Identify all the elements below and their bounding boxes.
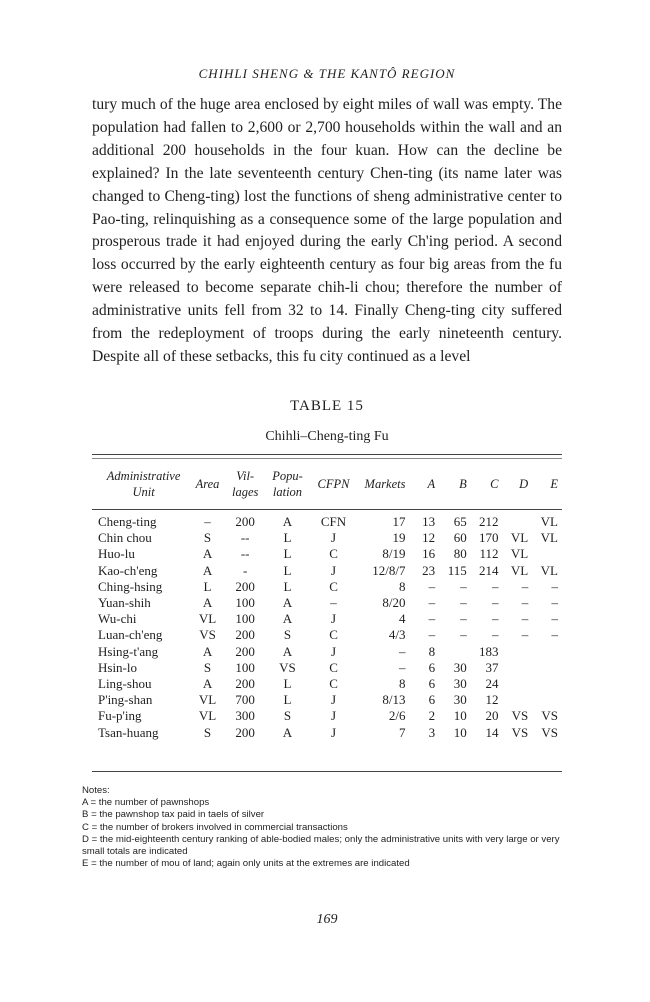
cell-d: VS xyxy=(511,708,529,724)
cell-villages: 200 xyxy=(235,675,255,691)
cell-unit: Ching-hsing xyxy=(98,578,163,594)
cell-a: 16 xyxy=(422,546,436,562)
body-paragraph: tury much of the huge area enclosed by eight miles of wall was empty. The population had fallen to 2,600 or 2,700 households within the wall and an additional 200 households in the four kuan. How can the decline be explained? In the late seventeenth century Chen-ting (its name later was changed to Cheng-ting) lost the functions of sheng administrative center to Pao-ting, relinquishing as a consequence some of the large population and prosperous trade it had enjoyed during the early Ch'ing period. A second loss occurred by the early eighteenth century as four big areas from the fu were released to become separate chih-li chou; therefore the number of administrative units fell from 32 to 14. Finally Cheng-ting city suffered from the redeployment of troops during the early nineteenth century. Despite all of these setbacks, this fu city continued as a level xyxy=(92,96,562,365)
table-row xyxy=(92,724,562,740)
cell-markets: 7 xyxy=(399,724,406,740)
cell-a: – xyxy=(428,595,436,611)
cell-e: VL xyxy=(540,530,558,546)
cell-population: L xyxy=(283,530,292,546)
table-row xyxy=(92,546,562,562)
cell-c: – xyxy=(492,595,499,611)
cell-cfpn: J xyxy=(331,724,337,740)
cell-area: A xyxy=(202,562,213,578)
cell-villages: 100 xyxy=(235,611,255,627)
cell-markets: 4 xyxy=(399,611,406,627)
cell-d: – xyxy=(521,578,529,594)
cell-area: L xyxy=(203,578,212,594)
cell-d: VL xyxy=(510,546,529,562)
cell-unit: Ling-shou xyxy=(98,675,152,691)
cell-cfpn: C xyxy=(329,675,338,691)
cell-a: 3 xyxy=(428,724,436,740)
cell-area: A xyxy=(202,675,213,691)
note-line: B = the pawnshop tax paid in taels of silver xyxy=(82,809,265,821)
cell-population: L xyxy=(283,692,292,708)
cell-d xyxy=(501,644,531,660)
cell-markets: 8 xyxy=(399,675,406,691)
cell-a: 6 xyxy=(428,692,436,708)
cell-unit: Cheng-ting xyxy=(98,514,157,530)
cell-c: 214 xyxy=(479,562,499,578)
cell-unit: Fu-p'ing xyxy=(98,708,142,724)
cell-a: – xyxy=(428,578,436,594)
cell-markets: 19 xyxy=(392,530,406,546)
cell-unit: Chin chou xyxy=(98,530,152,546)
table-header-row xyxy=(92,460,562,508)
data-table xyxy=(92,460,562,741)
cell-d xyxy=(501,508,531,530)
table-subtitle: Chihli–Cheng-ting Fu xyxy=(265,429,389,444)
header-cfpn: CFPN xyxy=(317,477,350,491)
cell-cfpn: J xyxy=(331,562,337,578)
cell-markets: 2/6 xyxy=(388,708,406,724)
cell-markets: 17 xyxy=(392,514,406,530)
cell-e xyxy=(530,660,562,676)
header-b: B xyxy=(459,477,467,491)
table-top-rule xyxy=(92,454,562,455)
cell-b: 30 xyxy=(453,675,467,691)
cell-unit: Hsin-lo xyxy=(98,659,137,675)
table-row xyxy=(92,530,562,546)
cell-e xyxy=(530,644,562,660)
table-row xyxy=(92,660,562,676)
cell-cfpn: J xyxy=(331,692,337,708)
cell-markets: 8/20 xyxy=(382,595,406,611)
cell-cfpn: CFN xyxy=(320,514,347,530)
cell-b: – xyxy=(460,627,467,643)
cell-a: 6 xyxy=(428,675,436,691)
header-villages: Vil-lages xyxy=(231,469,259,499)
cell-villages: 700 xyxy=(235,692,255,708)
cell-cfpn: C xyxy=(329,659,338,675)
cell-unit: Tsan-huang xyxy=(98,724,159,740)
table-row xyxy=(92,676,562,692)
cell-unit: Hsing-t'ang xyxy=(98,643,159,659)
cell-c: 20 xyxy=(485,708,499,724)
note-line: E = the number of mou of land; again only units at the extremes are indicated xyxy=(82,858,410,870)
cell-e xyxy=(530,692,562,708)
cell-population: A xyxy=(282,724,293,740)
running-head: CHIHLI SHENG & THE KANTÔ REGION xyxy=(198,66,456,81)
table-row xyxy=(92,644,562,660)
cell-c: – xyxy=(492,578,499,594)
cell-e: VL xyxy=(540,514,558,530)
cell-d: – xyxy=(521,595,529,611)
cell-area: A xyxy=(202,643,213,659)
table-row xyxy=(92,708,562,724)
cell-villages: -- xyxy=(240,530,250,546)
cell-cfpn: C xyxy=(329,578,338,594)
cell-a: 2 xyxy=(428,708,436,724)
cell-c: 24 xyxy=(485,675,499,691)
cell-c: 112 xyxy=(479,546,499,562)
header-markets: Markets xyxy=(364,477,406,491)
table-header-rule xyxy=(92,509,562,510)
cell-villages: 200 xyxy=(235,627,255,643)
cell-d: VS xyxy=(511,724,529,740)
cell-unit: Kao-ch'eng xyxy=(98,562,158,578)
cell-e: – xyxy=(551,611,558,627)
cell-c: – xyxy=(492,627,499,643)
table-title: TABLE 15 xyxy=(290,398,364,414)
cell-b: 10 xyxy=(453,724,467,740)
cell-e: – xyxy=(551,578,558,594)
cell-d xyxy=(501,660,531,676)
cell-c: 12 xyxy=(485,692,499,708)
cell-b: 10 xyxy=(453,708,467,724)
cell-b: – xyxy=(460,611,467,627)
cell-cfpn: C xyxy=(329,627,338,643)
cell-e: VL xyxy=(540,562,558,578)
cell-d xyxy=(501,692,531,708)
cell-cfpn: J xyxy=(331,611,337,627)
cell-area: A xyxy=(202,595,213,611)
table-row xyxy=(92,692,562,708)
cell-area: S xyxy=(203,724,212,740)
cell-unit: Luan-ch'eng xyxy=(98,627,163,643)
cell-villages: 200 xyxy=(235,724,255,740)
cell-b: – xyxy=(460,578,467,594)
table-bottom-rule xyxy=(92,771,562,772)
cell-b: 30 xyxy=(453,692,467,708)
cell-b: 65 xyxy=(453,514,467,530)
cell-b: 60 xyxy=(453,530,467,546)
cell-d xyxy=(501,676,531,692)
cell-villages: 200 xyxy=(235,578,255,594)
page-number: 169 xyxy=(316,912,338,927)
cell-cfpn: J xyxy=(331,530,337,546)
cell-c: 170 xyxy=(479,530,499,546)
cell-area: VL xyxy=(198,611,217,627)
cell-villages: 100 xyxy=(235,659,255,675)
cell-a: 13 xyxy=(422,514,436,530)
cell-villages: 200 xyxy=(235,514,255,530)
table-row xyxy=(92,627,562,643)
cell-a: 6 xyxy=(428,659,436,675)
cell-a: 23 xyxy=(422,562,436,578)
cell-markets: 12/8/7 xyxy=(372,562,406,578)
cell-e: VS xyxy=(541,708,558,724)
cell-population: VS xyxy=(279,659,296,675)
table-notes xyxy=(82,785,572,870)
cell-population: L xyxy=(283,546,292,562)
table-row xyxy=(92,579,562,595)
cell-a: – xyxy=(428,627,436,643)
cell-a: 12 xyxy=(422,530,436,546)
cell-area: VL xyxy=(198,708,217,724)
cell-markets: – xyxy=(399,643,406,659)
cell-villages: 200 xyxy=(235,643,255,659)
cell-cfpn: – xyxy=(330,595,337,611)
cell-c: – xyxy=(492,611,499,627)
table-row xyxy=(92,611,562,627)
header-unit: Administrative Unit xyxy=(106,469,181,499)
cell-c: 212 xyxy=(479,514,499,530)
note-line: D = the mid-eighteenth century ranking of able-bodied males; only the administrative units with very large or very small totals are indicated xyxy=(82,833,560,858)
cell-population: A xyxy=(282,611,293,627)
cell-d: – xyxy=(521,627,529,643)
cell-a: – xyxy=(428,611,436,627)
cell-e xyxy=(530,546,562,562)
cell-e: – xyxy=(551,627,558,643)
cell-villages: 100 xyxy=(235,595,255,611)
table-row xyxy=(92,563,562,579)
cell-a: 8 xyxy=(428,643,436,659)
cell-villages: -- xyxy=(240,546,250,562)
header-population: Popu-lation xyxy=(272,469,303,499)
cell-e: VS xyxy=(541,724,558,740)
cell-b: 30 xyxy=(453,659,467,675)
cell-markets: 8/13 xyxy=(382,692,406,708)
note-line: C = the number of brokers involved in commercial transactions xyxy=(82,821,348,833)
cell-d: VL xyxy=(510,562,529,578)
cell-markets: 4/3 xyxy=(388,627,406,643)
header-area: Area xyxy=(195,477,220,491)
header-d: D xyxy=(519,477,529,491)
cell-area: S xyxy=(203,530,212,546)
cell-villages: - xyxy=(243,562,248,578)
cell-markets: 8/19 xyxy=(382,546,406,562)
cell-markets: 8 xyxy=(399,578,406,594)
cell-cfpn: J xyxy=(331,708,337,724)
cell-area: VS xyxy=(199,627,216,643)
notes-heading: Notes: xyxy=(82,785,110,796)
table-body xyxy=(92,508,562,741)
cell-c: 37 xyxy=(485,659,499,675)
cell-area: VL xyxy=(198,692,217,708)
cell-d: – xyxy=(521,611,529,627)
cell-villages: 300 xyxy=(235,708,255,724)
cell-e: – xyxy=(551,595,558,611)
cell-b: 80 xyxy=(453,546,467,562)
table-row xyxy=(92,595,562,611)
cell-population: L xyxy=(283,562,292,578)
note-line: A = the number of pawnshops xyxy=(82,797,210,809)
cell-population: S xyxy=(283,708,292,724)
table-top-rule-thin xyxy=(92,458,562,459)
cell-population: L xyxy=(283,675,292,691)
cell-population: A xyxy=(282,514,293,530)
cell-unit: P'ing-shan xyxy=(98,692,153,708)
cell-unit: Wu-chi xyxy=(98,611,137,627)
table-row xyxy=(92,508,562,530)
cell-d: VL xyxy=(510,530,529,546)
header-a: A xyxy=(427,477,436,491)
header-c: C xyxy=(490,477,499,491)
cell-unit: Huo-lu xyxy=(98,546,135,562)
cell-c: 14 xyxy=(485,724,499,740)
cell-unit: Yuan-shih xyxy=(98,595,151,611)
cell-area: A xyxy=(202,546,213,562)
cell-area: S xyxy=(203,659,212,675)
cell-population: A xyxy=(282,595,293,611)
cell-cfpn: C xyxy=(329,546,338,562)
cell-population: L xyxy=(283,578,292,594)
cell-b: 115 xyxy=(447,562,467,578)
cell-cfpn: J xyxy=(331,643,337,659)
cell-markets: – xyxy=(399,659,406,675)
cell-e xyxy=(530,676,562,692)
cell-c: 183 xyxy=(479,643,499,659)
cell-b xyxy=(437,644,469,660)
cell-b: – xyxy=(460,595,467,611)
cell-population: A xyxy=(282,643,293,659)
cell-population: S xyxy=(283,627,292,643)
cell-area: – xyxy=(204,514,211,530)
header-e: E xyxy=(550,477,558,491)
